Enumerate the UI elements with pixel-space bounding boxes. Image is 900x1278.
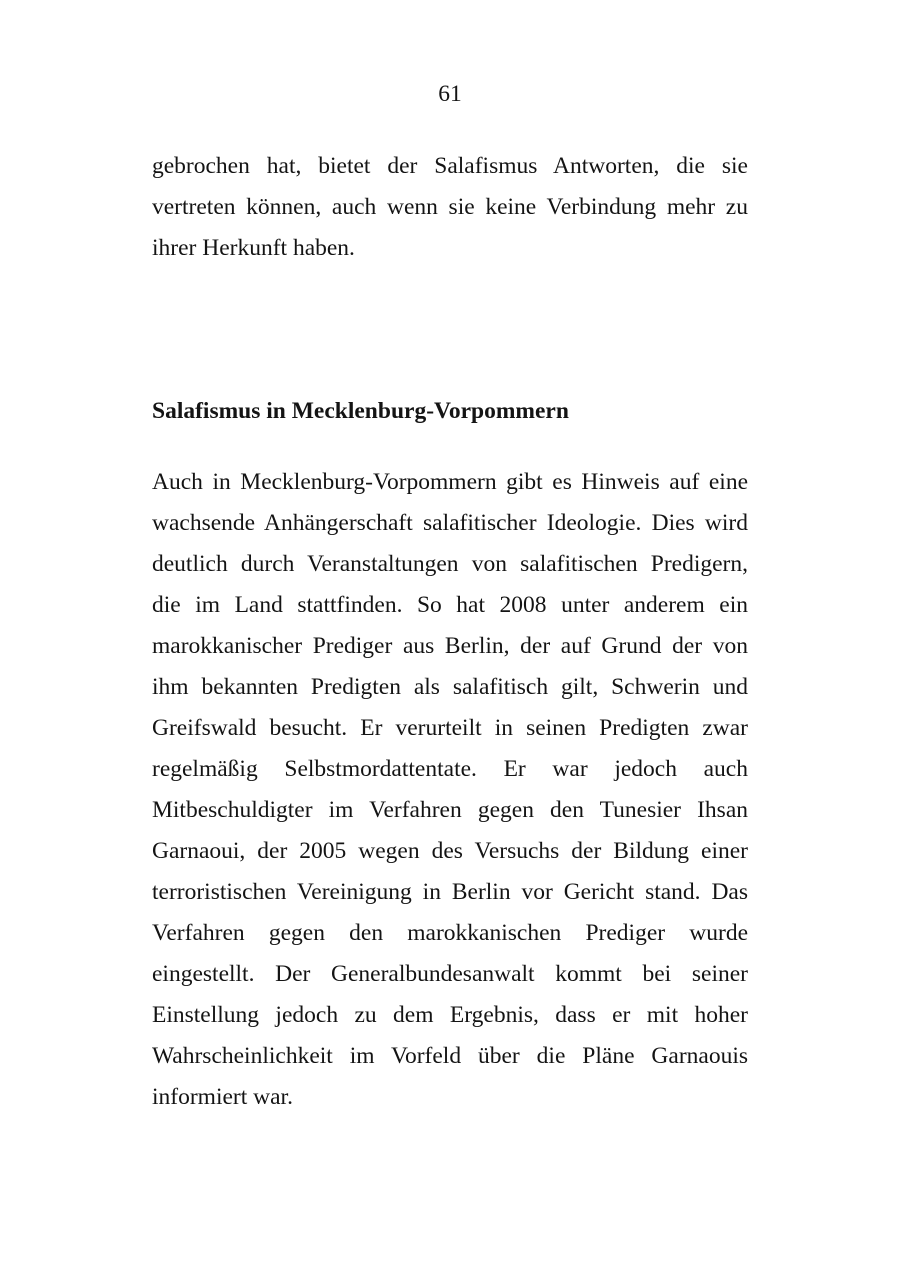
section-heading: Salafismus in Mecklenburg-Vorpommern — [152, 398, 569, 424]
text-line: die im Land stattfinden. So hat 2008 unter anderem ein — [152, 592, 748, 618]
body-paragraph — [152, 462, 748, 1118]
text-line: Einstellung jedoch zu dem Ergebnis, dass er mit hoher — [152, 1002, 748, 1028]
text-line: ihm bekannten Predigten als salafitisch gilt, Schwerin und — [152, 674, 748, 700]
text-line: informiert war. — [152, 1084, 293, 1110]
text-line: Garnaoui, der 2005 wegen des Versuchs der Bildung einer — [152, 838, 748, 864]
text-line: Greifswald besucht. Er verurteilt in seinen Predigten zwar — [152, 715, 748, 741]
text-line: Mitbeschuldigter im Verfahren gegen den Tunesier Ihsan — [152, 797, 748, 823]
text-line: Verfahren gegen den marokkanischen Prediger wurde — [152, 920, 748, 946]
text-line: gebrochen hat, bietet der Salafismus Antworten, die sie — [152, 153, 748, 179]
text-line: regelmäßig Selbstmordattentate. Er war jedoch auch — [152, 756, 748, 782]
text-line: ihrer Herkunft haben. — [152, 235, 355, 261]
text-line: vertreten können, auch wenn sie keine Verbindung mehr zu — [152, 194, 748, 220]
text-line: Wahrscheinlichkeit im Vorfeld über die Pläne Garnaouis — [152, 1043, 748, 1069]
text-line: wachsende Anhängerschaft salafitischer Ideologie. Dies wird — [152, 510, 748, 536]
text-line: marokkanischer Prediger aus Berlin, der auf Grund der von — [152, 633, 748, 659]
page-number: 61 — [438, 81, 462, 107]
text-line: eingestellt. Der Generalbundesanwalt kommt bei seiner — [152, 961, 748, 987]
text-line: Auch in Mecklenburg-Vorpommern gibt es Hinweis auf eine — [152, 469, 748, 495]
text-line: deutlich durch Veranstaltungen von salafitischen Predigern, — [152, 551, 748, 577]
text-line: terroristischen Vereinigung in Berlin vor Gericht stand. Das — [152, 879, 748, 905]
intro-paragraph — [152, 146, 748, 269]
